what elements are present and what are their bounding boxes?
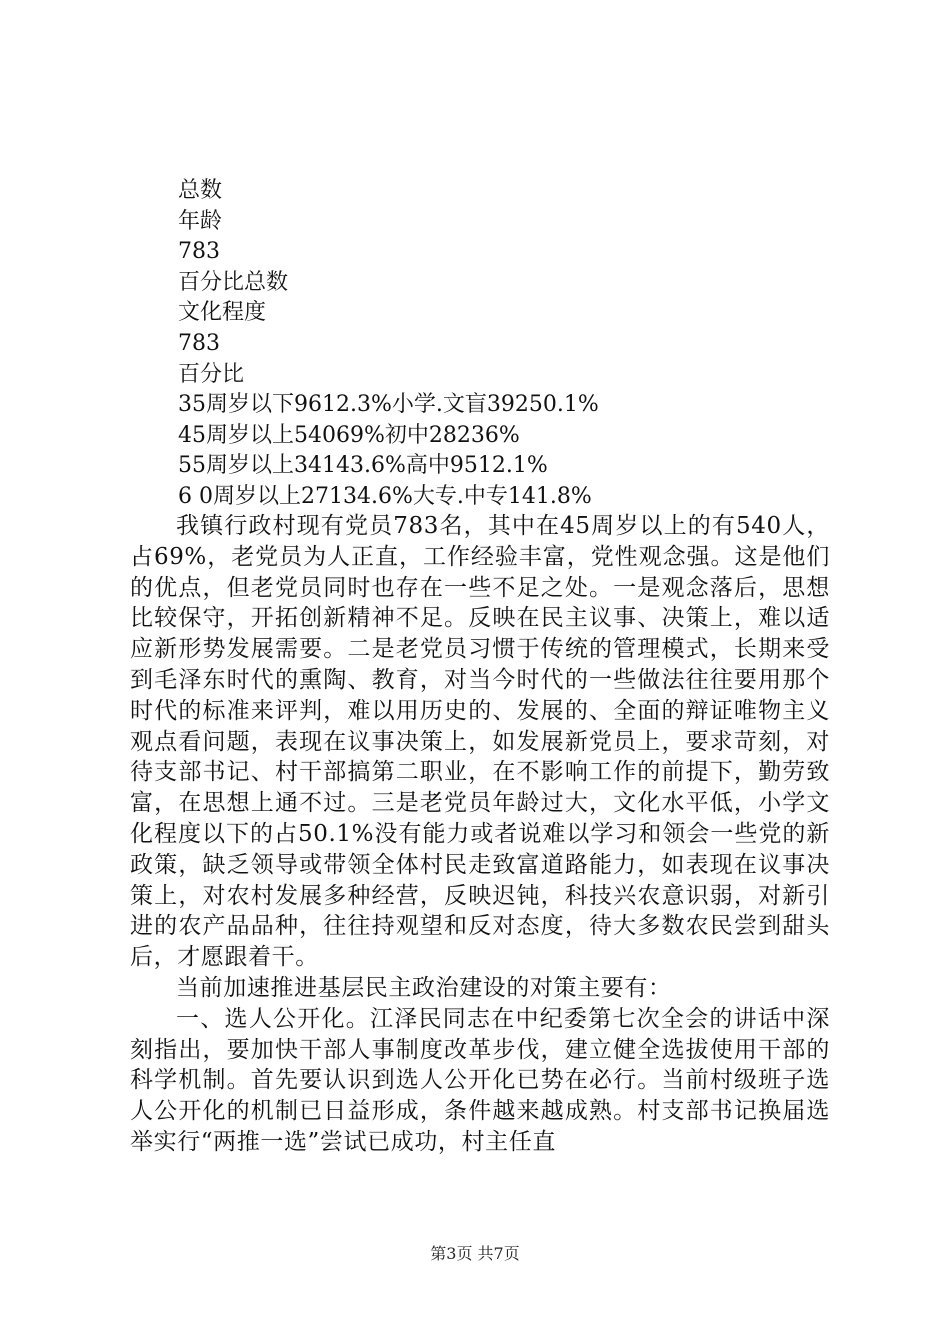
page-footer: 第3页 共7页 [430,1244,520,1263]
paragraph-public-selection: 一、选人公开化。江泽民同志在中纪委第七次全会的讲话中深刻指出，要加快干部人事制度改革步伐，建立健全选拔使用干部的科学机制。首先要认识到选人公开化已势在必行。当前村级班子选人公开化的机制已日益形成，条件越来越成熟。村支部书记换届选举实行“两推一选”尝试已成功，村主任直 [130,1005,830,1155]
table-line-age: 年龄 [178,208,223,234]
paragraph-countermeasures-intro: 当前加速推进基层民主政治建设的对策主要有： [176,974,672,1001]
paragraph-party-members: 我镇行政村现有党员783名，其中在45周岁以上的有540人，占69%，老党员为人正直，工作经验丰富，党性观念强。这是他们的优点，但老党员同时也存在一些不足之处。一是观念落后，思想比较保守，开拓创新精神不足。反映在民主议事、决策上，难以适应新形势发展需要。二是老党员习惯于传统的管理模式，长期来受到毛泽东时代的熏陶、教育，对当今时代的一些做法往往要用那个时代的标准来评判，难以用历史的、发展的、全面的辩证唯物主义观点看问题，表现在议事决策上，如发展新党员上，要求苛刻，对待支部书记、村干部搞第二职业，在不影响工作的前提下，勤劳致富，在思想上通不过。三是老党员年龄过大，文化水平低，小学文化程度以下的占50.1%没有能力或者说难以学习和领会一些党的新政策，缺乏领导或带领全体村民走致富道路能力，如表现在议事决策上，对农村发展多种经营，反映迟钝，科技兴农意识弱，对新引进的农产品品种，往往持观望和反对态度，待大多数农民尝到甜头后，才愿跟着干。 [130,513,830,971]
table-line-count-2: 783 [178,330,220,356]
table-line-row-60: 6 0周岁以上27134.6%大专.中专141.8% [178,483,592,509]
table-line-row-35: 35周岁以下9612.3%小学.文盲39250.1% [178,392,599,418]
table-line-percent-total: 百分比总数 [178,269,289,295]
table-line-percent: 百分比 [178,361,245,387]
body-text [130,511,830,1158]
statistics-table-text [178,176,798,513]
table-line-total: 总数 [178,178,223,203]
table-line-education: 文化程度 [178,300,267,326]
table-line-count: 783 [178,239,220,265]
table-line-row-45: 45周岁以上54069%初中28236% [178,422,520,448]
table-line-row-55: 55周岁以上34143.6%高中9512.1% [178,453,548,479]
